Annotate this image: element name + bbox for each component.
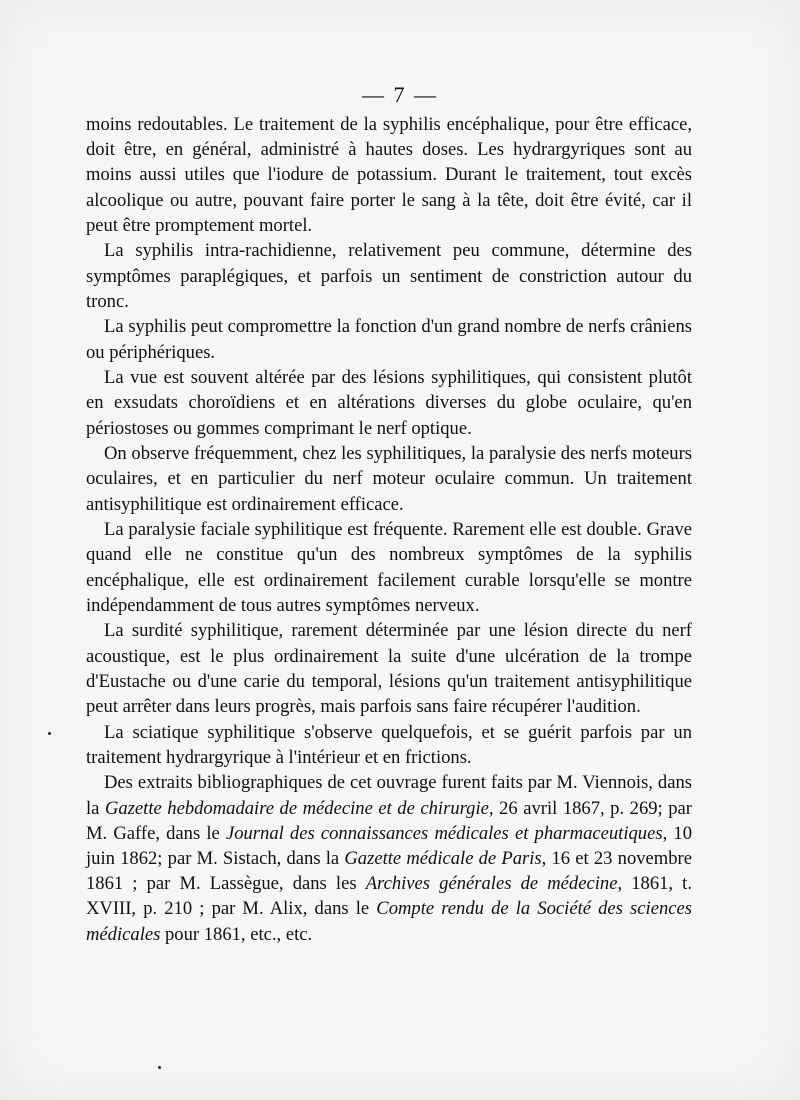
- citation-text-4: , 16 et 23 novembre 1861 ; par M. Lassègue, dans les: [86, 848, 693, 895]
- paragraph-encephalic-treatment: moins redoutables. Le traitement de la syphilis encéphalique, pour être efficace, doit être, en général, administré à hautes doses. Les hydrargyriques sont au moins aussi utiles que l'iodure de potassium. Durant le traitement, tout excès alcoolique ou autre, pouvant faire porter le sang à la tête, doit être évité, car il peut être promptement mortel.: [86, 114, 692, 236]
- paragraph-ocular-paralysis: On observe fréquemment, chez les syphilitiques, la paralysie des nerfs moteurs oculaires, et en particulier du nerf moteur oculaire commun. Un traitement antisyphilitique est ordinairement efficace.: [86, 443, 692, 515]
- citation-text-5: , 1861, t. XVIII, p. 210 ; par M. Alix, dans le: [86, 873, 692, 920]
- paragraph-bibliography: [86, 770, 692, 946]
- paragraph-facial-paralysis: La paralysie faciale syphilitique est fréquente. Rarement elle est double. Grave quand elle ne constitue qu'un des nombreux symptômes de la syphilis encéphalique, elle est ordinairement facilement curable lorsqu'elle se montre indépendamment de tous autres symptômes nerveux.: [86, 519, 692, 616]
- ink-speck: [48, 732, 51, 735]
- citation-journal-connaissances: Journal des connaissances médicales et pharmaceutiques: [225, 822, 663, 844]
- citation-text-1: Des extraits bibliographiques de cet ouvrage furent faits par M. Viennois, dans la: [86, 772, 692, 819]
- citation-text-6: pour 1861, etc., etc.: [160, 923, 313, 945]
- citation-journal-compte-rendu: Compte rendu de la Société des sciences médicales: [86, 898, 692, 945]
- ink-speck: [158, 1066, 161, 1069]
- citation-text-3: , 10 juin 1862; par M. Sistach, dans la: [86, 822, 693, 870]
- paragraph-sciatica: La sciatique syphilitique s'observe quelquefois, et se guérit parfois par un traitement hydrargyrique à l'intérieur et en frictions.: [86, 721, 692, 768]
- citation-journal-archives: Archives générales de médecine: [365, 873, 618, 895]
- paragraph-vision: La vue est souvent altérée par des lésions syphilitiques, qui consistent plutôt en exsudats choroïdiens et en altérations diverses du globe oculaire, qu'en périostoses ou gommes comprimant le nerf optique.: [86, 367, 692, 439]
- body-text: [86, 112, 692, 947]
- citation-journal-gazette-hebdomadaire: Gazette hebdomadaire de médecine et de chirurgie: [104, 797, 489, 819]
- citation-text-2: , 26 avril 1867, p. 269; par M. Gaffe, dans le: [86, 797, 692, 844]
- paragraph-deafness: La surdité syphilitique, rarement déterminée par une lésion directe du nerf acoustique, est le plus ordinairement la suite d'une ulcération de la trompe d'Eustache ou d'une carie du temporal, lésions qu'un traitement antisyphilitique peut arrêter dans leurs progrès, mais parfois sans faire récupérer l'audition.: [86, 620, 692, 718]
- page-number: — 7 —: [362, 82, 438, 107]
- paragraph-cranial-nerves: La syphilis peut compromettre la fonction d'un grand nombre de nerfs crâniens ou périphériques.: [86, 316, 692, 363]
- paragraph-intra-rachidian: La syphilis intra-rachidienne, relativement peu commune, détermine des symptômes paraplégiques, et parfois un sentiment de constriction autour du tronc.: [86, 240, 692, 312]
- citation-journal-gazette-medicale: Gazette médicale de Paris: [344, 848, 542, 870]
